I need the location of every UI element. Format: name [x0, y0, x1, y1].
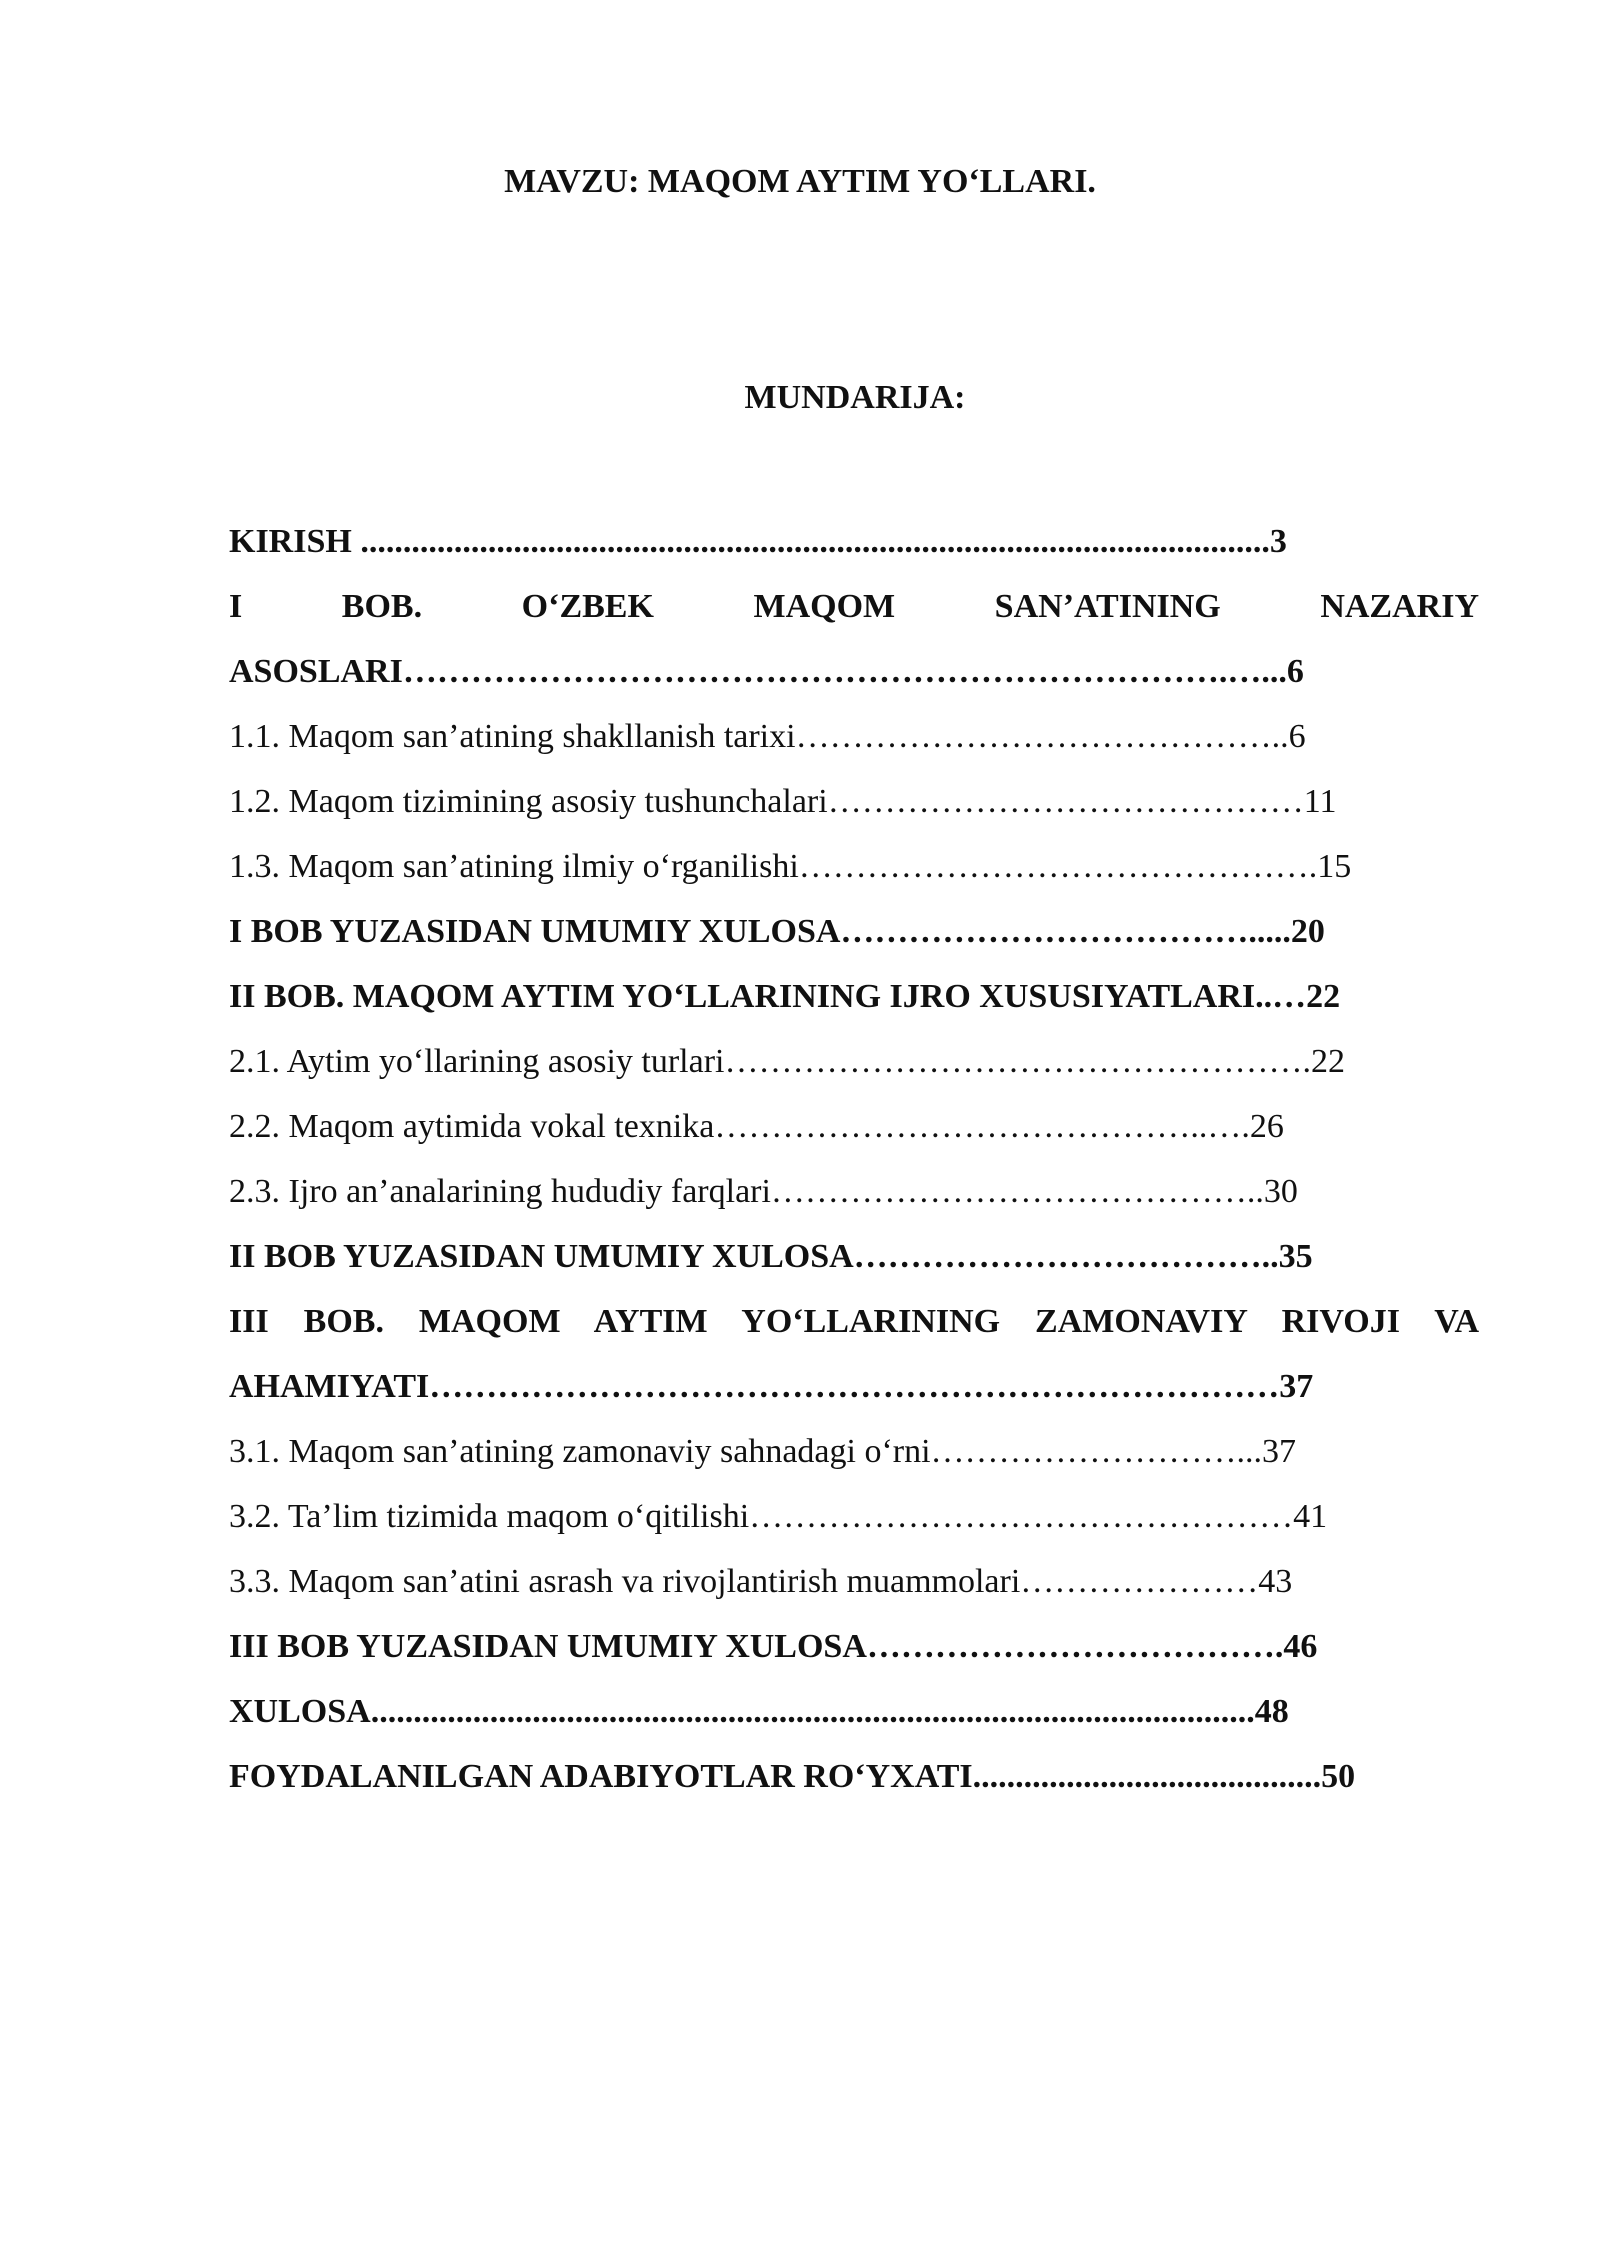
toc-heading: MUNDARIJA:	[744, 379, 966, 416]
toc-entry: 1.3. Maqom san’atining ilmiy o‘rganilishi……………………………………….15	[229, 848, 1352, 885]
toc-entry: FOYDALANILGAN ADABIYOTLAR RO‘YXATI.........................................50	[229, 1758, 1356, 1795]
toc-entry: ASOSLARI……………………………………………………………….…...6	[229, 653, 1304, 690]
toc-entry: XULOSA........................................................................................................48	[229, 1693, 1289, 1730]
toc-entry: II BOB YUZASIDAN UMUMIY XULOSA………………………………..35	[229, 1238, 1313, 1275]
table-of-contents	[229, 509, 1479, 1809]
toc-entry: KIRISH ...........................................................................................................3	[229, 523, 1287, 560]
toc-entry: 3.3. Maqom san’atini asrash va rivojlantirish muammolari…………………43	[229, 1563, 1293, 1600]
document-topic: MAVZU: MAQOM AYTIM YO‘LLARI.	[504, 163, 1096, 200]
toc-entry: III BOB YUZASIDAN UMUMIY XULOSA……………………………….46	[229, 1628, 1318, 1665]
toc-entry: 3.2. Ta’lim tizimida maqom o‘qitilishi…………………………………………41	[229, 1498, 1328, 1535]
toc-entry: 2.3. Ijro an’analarining hududiy farqlari……………………………………..30	[229, 1173, 1298, 1210]
toc-entry: AHAMIYATI…………………………………………………………………37	[229, 1368, 1314, 1405]
toc-entry: 2.1. Aytim yo‘llarining asosiy turlari…………………………………………….22	[229, 1043, 1345, 1080]
toc-entry: 3.1. Maqom san’atining zamonaviy sahnadagi o‘rni………………………...37	[229, 1433, 1297, 1470]
toc-entry: II BOB. MAQOM AYTIM YO‘LLARINING IJRO XUSUSIYATLARI..…22	[229, 978, 1341, 1015]
toc-entry: I BOB YUZASIDAN UMUMIY XULOSA……………………………….....20	[229, 913, 1325, 950]
toc-entry: I BOB. O‘ZBEK MAQOM SAN’ATINING NAZARIY	[229, 588, 1479, 625]
toc-entry: 1.1. Maqom san’atining shakllanish tarixi……………………………………..6	[229, 718, 1306, 755]
toc-entry: III BOB. MAQOM AYTIM YO‘LLARINING ZAMONAVIY RIVOJI VA	[229, 1303, 1479, 1340]
toc-entry: 1.2. Maqom tizimining asosiy tushunchalari……………………………………11	[229, 783, 1337, 820]
toc-entry: 2.2. Maqom aytimida vokal texnika……………………………………..….26	[229, 1108, 1284, 1145]
